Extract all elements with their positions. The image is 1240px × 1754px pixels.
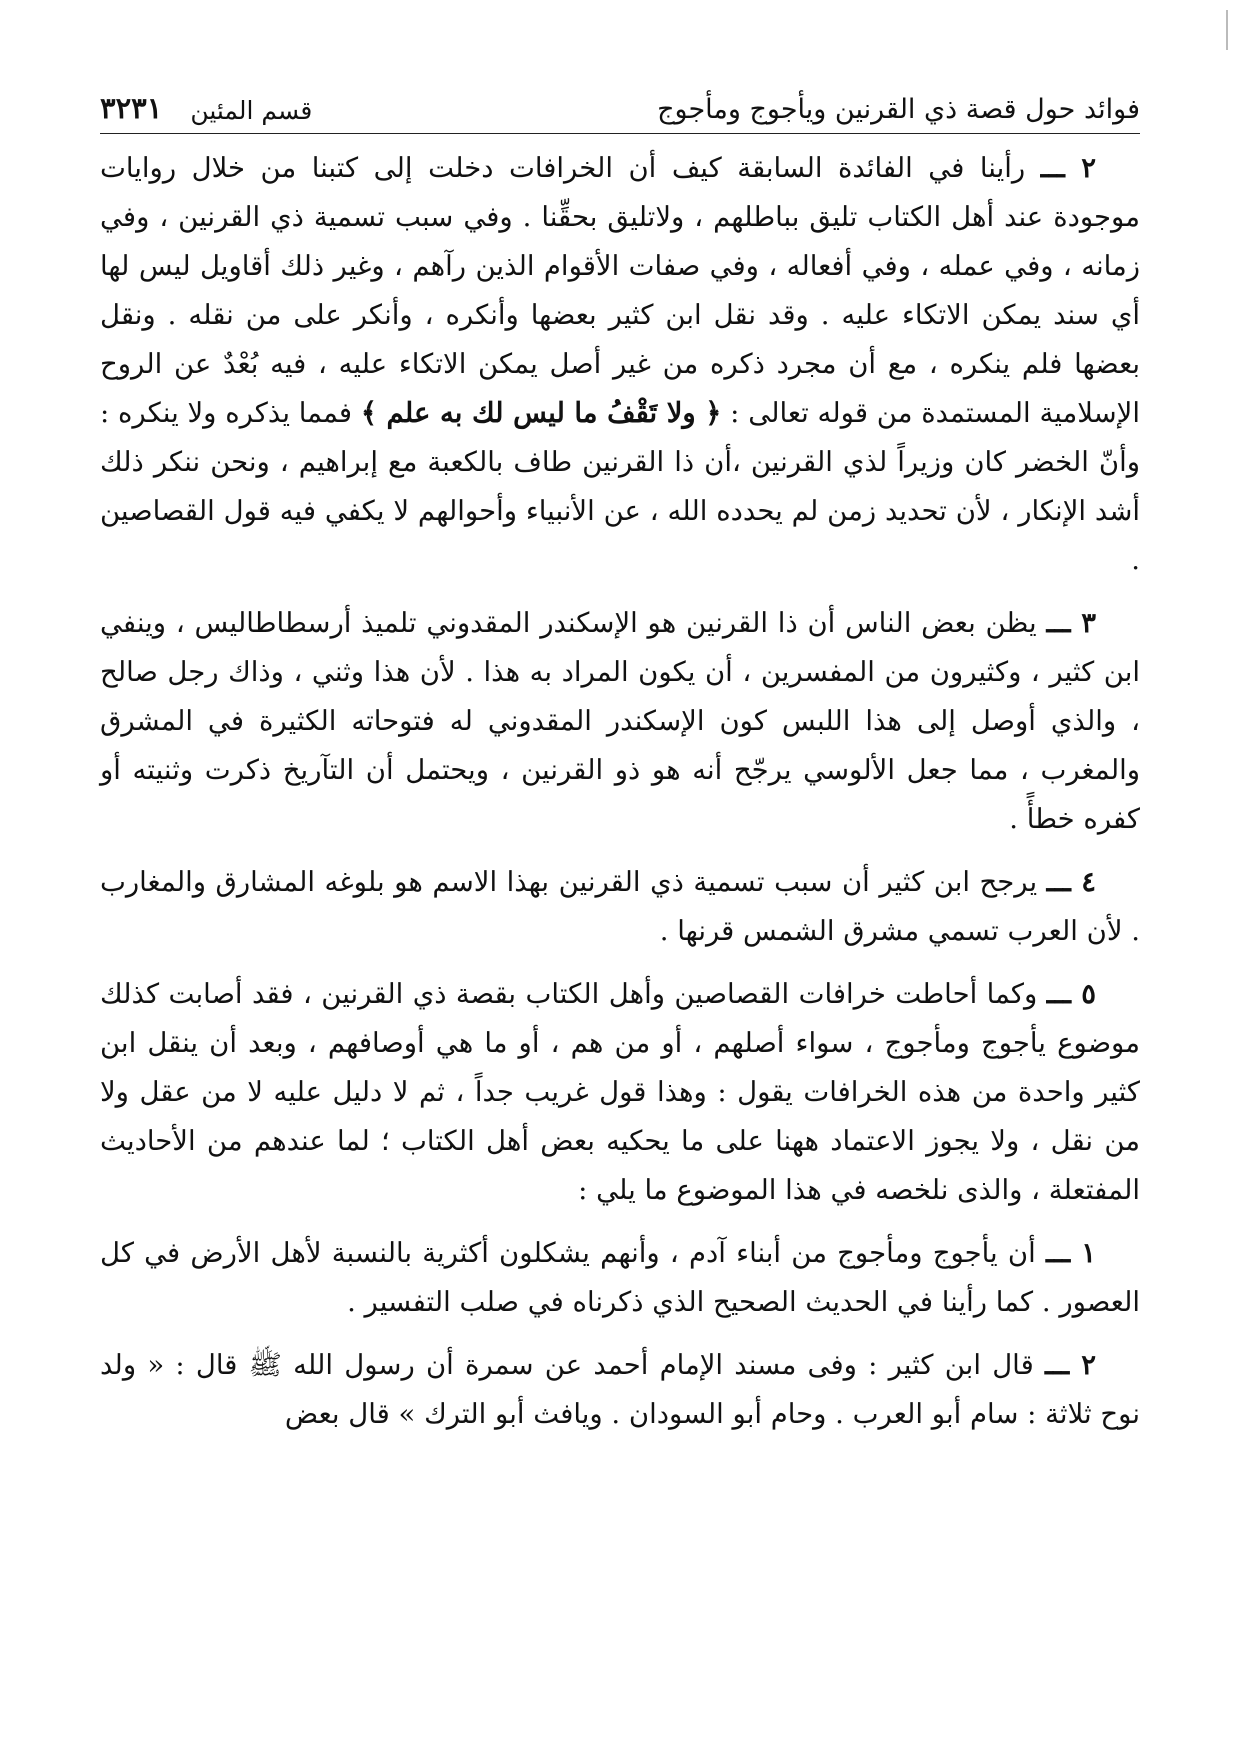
paragraph-benefit-5 <box>100 970 1140 1215</box>
page-content <box>100 134 1140 1439</box>
paragraph-benefit-4 <box>100 858 1140 956</box>
book-page <box>100 85 1140 1453</box>
paragraph-number: ٢ ـــ <box>1040 152 1096 184</box>
paragraph-text: يرجح ابن كثير أن سبب تسمية ذي القرنين بهذا الاسم هو بلوغه المشارق والمغارب . لأن العرب تسمي مشرق الشمس قرنها . <box>100 866 1140 947</box>
paragraph-text: رأينا في الفائدة السابقة كيف أن الخرافات دخلت إلى كتبنا من خلال روايات موجودة عند أهل الكتاب تليق بباطلهم ، ولاتليق بحقِّنا . وفي سبب تسمية ذي القرنين ، وفي زمانه ، وفي عمله ، وفي أفعاله ، وفي صفات الأقوام الذين رآهم ، وغير ذلك أقاويل ليس لها أي سند يمكن الاتكاء عليه . وقد نقل ابن كثير بعضها وأنكره ، وأنكر على من نقله . ونقل بعضها فلم ينكره ، مع أن مجرد ذكره من غير أصل يمكن الاتكاء عليه ، فيه بُعْدٌ عن الروح الإسلامية المستمدة من قوله تعالى : <box>100 152 1141 429</box>
paragraph-number: ٤ ـــ <box>1046 866 1096 898</box>
paragraph-number: ٥ ـــ <box>1046 978 1096 1010</box>
header-left-group <box>100 91 312 125</box>
paragraph-point-2 <box>100 1341 1140 1439</box>
paragraph-number: ٢ ـــ <box>1044 1349 1096 1381</box>
paragraph-text-continued: فمما يذكره ولا ينكره : وأنّ الخضر كان وزيراً لذي القرنين ،أن ذا القرنين طاف بالكعبة مع إبراهيم ، ونحن ننكر ذلك أشد الإنكار ، لأن تحديد زمن لم يحدده الله ، عن الأنبياء وأحوالهم لا يكفي فيه قول القصاصين . <box>100 397 1140 576</box>
quran-verse: ﴿ ولا تَقْفُ ما ليس لك به علم ﴾ <box>360 397 722 429</box>
paragraph-text: أن يأجوج ومأجوج من أبناء آدم ، وأنهم يشكلون أكثرية بالنسبة لأهل الأرض في كل العصور . كما رأينا في الحديث الصحيح الذي ذكرناه في صلب التفسير . <box>100 1237 1140 1318</box>
paragraph-text: يظن بعض الناس أن ذا القرنين هو الإسكندر المقدوني تلميذ أرسطاطاليس ، وينفي ابن كثير ، وكثيرون من المفسرين ، أن يكون المراد به هذا . لأن هذا وثني ، وذاك رجل صالح ، والذي أوصل إلى هذا اللبس كون الإسكندر المقدوني له فتوحاته الكثيرة في المشرق والمغرب ، مما جعل الألوسي يرجّح أنه هو ذو القرنين ، ويحتمل أن التآريخ ذكرت وثنيته أو كفره خطأً . <box>100 607 1140 835</box>
paragraph-text: وكما أحاطت خرافات القصاصين وأهل الكتاب بقصة ذي القرنين ، فقد أصابت كذلك موضوع يأجوج ومأجوج ، سواء أصلهم ، أو من هم ، أو ما هي أوصافهم ، وبعد أن ينقل ابن كثير واحدة من هذه الخرافات يقول : وهذا قول غريب جداً ، ثم لا دليل عليه لا من عقل ولا من نقل ، ولا يجوز الاعتماد ههنا على ما يحكيه بعض أهل الكتاب ؛ لما عندهم من الأحاديث المفتعلة ، والذى نلخصه في هذا الموضوع ما يلي : <box>100 978 1140 1206</box>
page-header <box>100 85 1140 134</box>
running-title: فوائد حول قصة ذي القرنين ويأجوج ومأجوج <box>657 94 1140 125</box>
paragraph-benefit-2 <box>100 144 1140 585</box>
paragraph-text: قال ابن كثير : وفى مسند الإمام أحمد عن سمرة أن رسول الله ﷺ قال : « ولد نوح ثلاثة : سام أبو العرب . وحام أبو السودان . ويافث أبو الترك » قال بعض <box>100 1349 1140 1430</box>
paragraph-number: ٣ ـــ <box>1046 607 1096 639</box>
section-name: قسم المئين <box>190 96 313 125</box>
paragraph-benefit-3 <box>100 599 1140 844</box>
page-number: ٣٢٣١ <box>100 91 163 125</box>
paragraph-point-1 <box>100 1229 1140 1327</box>
paragraph-number: ١ ـــ <box>1046 1237 1097 1269</box>
right-margin-mark <box>1226 10 1228 50</box>
